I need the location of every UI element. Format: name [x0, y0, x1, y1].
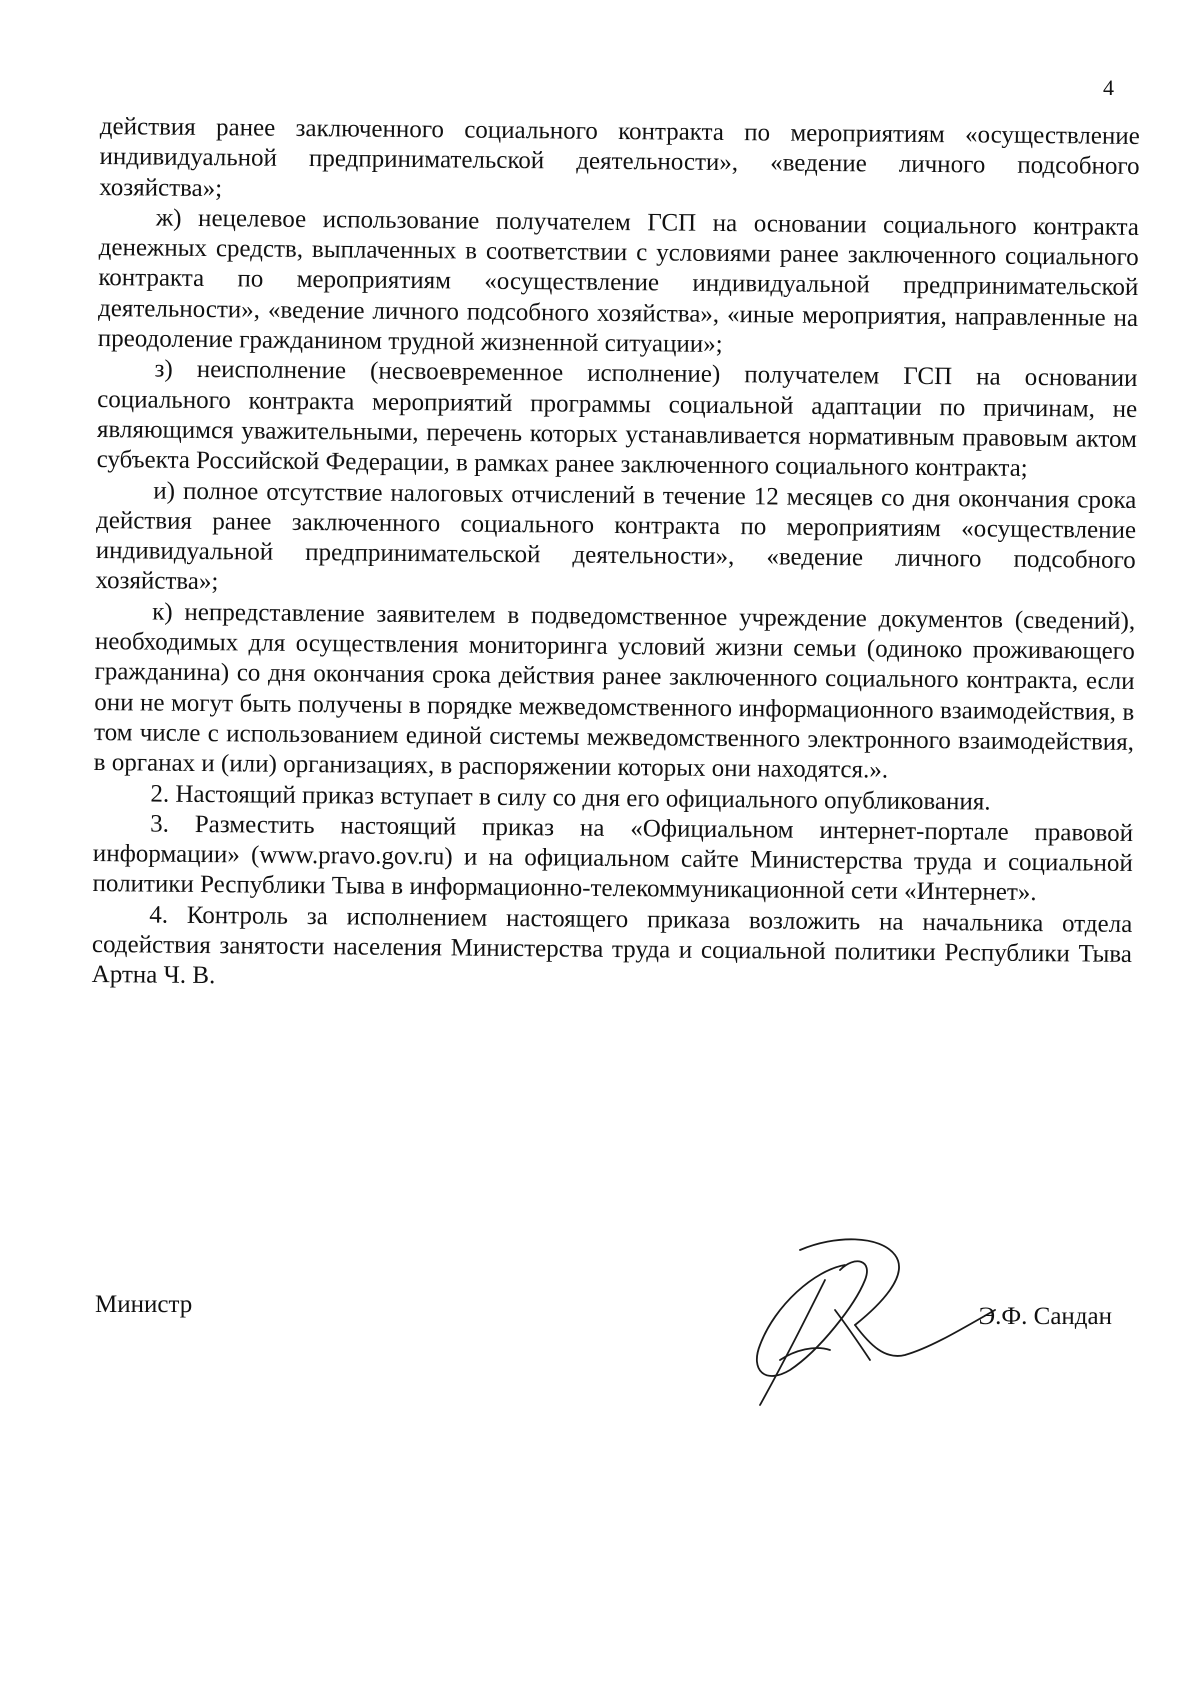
paragraph-clause-3: 3. Разместить настоящий приказ на «Официальном интернет-портале правовой информации» (www.pravo.gov.ru) и на официальном сайте Министерства труда и социальной политики Республики Тыва в информационно-телекоммуникационной сети «Интернет». [92, 810, 1134, 907]
signature-block [95, 1270, 1140, 1450]
paragraph-item-zh: ж) нецелевое использование получателем ГСП на основании социального контракта денежных средств, выплаченных в соответствии с условиями ранее заключенного социального контракта по мероприятиям «осуществление индивидуальной предпринимательской деятельности», «ведение личного подсобного хозяйства», «иные мероприятия, направленные на преодоление гражданином трудной жизненной ситуации»; [97, 204, 1140, 359]
paragraph-item-z: з) неисполнение (несвоевременное исполнение) получателем ГСП на основании социального контракта мероприятий программы социальной адаптации по причинам, не являющимся уважительными, перечень которых устанавливается нормативным правовым актом субъекта Российской Федерации, в рамках ранее заключенного социального контракта; [96, 355, 1138, 483]
document-body [92, 112, 1140, 1001]
paragraph-clause-2: 2. Настоящий приказ вступает в силу со дня его официального опубликования. [150, 780, 991, 816]
page-number: 4 [1103, 75, 1114, 100]
signer-name: Э.Ф. Сандан [978, 1303, 1112, 1330]
paragraph-continuation: действия ранее заключенного социального контракта по мероприятиям «осуществление индивидуальной предпринимательской деятельности», «ведение личного подсобного хозяйства»; [99, 112, 1140, 202]
handwritten-signature [705, 1210, 1025, 1410]
paragraph-item-i: и) полное отсутствие налоговых отчислений в течение 12 месяцев со дня окончания срока действия ранее заключенного социального контракта по мероприятиям «осуществление индивидуальной предпринимательской деятельности», «ведение личного подсобного хозяйства»; [95, 477, 1137, 596]
signer-position: Министр [95, 1291, 193, 1318]
paragraph-clause-4: 4. Контроль за исполнением настоящего приказа возложить на начальника отдела содействия занятости населения Министерства труда и социальной политики Республики Тыва Артна Ч. В. [91, 901, 1133, 990]
paragraph-item-k: к) непредставление заявителем в подведомственное учреждение документов (сведений), необходимых для осуществления мониторинга условий жизни семьи (одиноко проживающего гражданина) со дня окончания срока действия ранее заключенного социального контракта, если они не могут быть получены в порядке межведомственного информационного взаимодействия, в том числе с использованием единой системы межведомственного электронного взаимодействия, в органах и (или) организациях, в распоряжении которых они находятся.». [93, 598, 1136, 784]
